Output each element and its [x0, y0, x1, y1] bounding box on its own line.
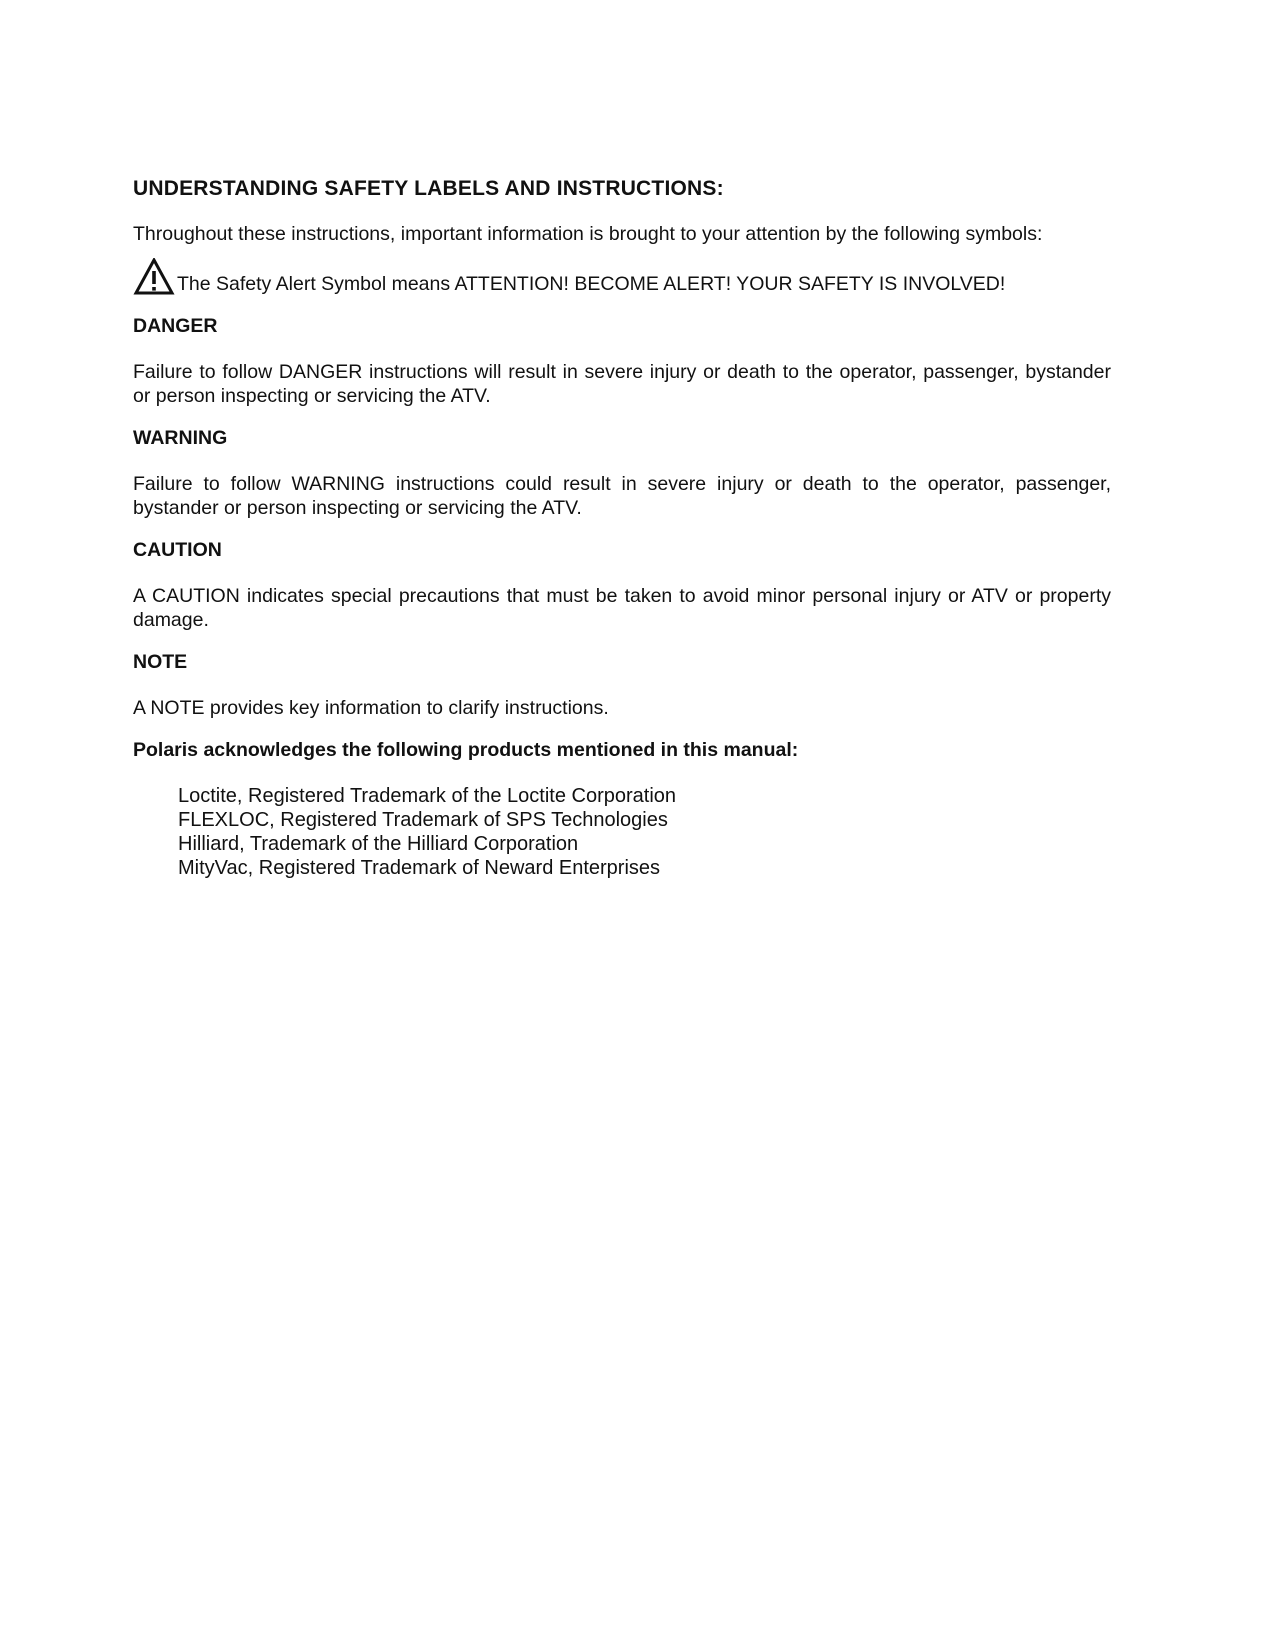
safety-alert-line — [133, 258, 1111, 296]
section-danger — [133, 314, 1111, 408]
section-heading: DANGER — [133, 315, 218, 337]
page-title: UNDERSTANDING SAFETY LABELS AND INSTRUCTIONS: — [133, 177, 724, 200]
section-heading: NOTE — [133, 651, 188, 673]
section-caution — [133, 538, 1111, 632]
section-note — [133, 650, 1111, 720]
trademark-list — [133, 784, 1111, 880]
list-item: Hilliard, Trademark of the Hilliard Corporation — [178, 833, 579, 855]
section-body: Failure to follow WARNING instructions could result in severe injury or death to the operator, passenger, bystander or person inspecting or servicing the ATV. — [133, 473, 1111, 519]
list-item: Loctite, Registered Trademark of the Loctite Corporation — [178, 785, 677, 807]
section-warning — [133, 426, 1111, 520]
acknowledgement-heading: Polaris acknowledges the following products mentioned in this manual: — [133, 739, 799, 761]
page-content — [133, 176, 1111, 880]
section-body: A NOTE provides key information to clarify instructions. — [133, 697, 609, 719]
section-body: A CAUTION indicates special precautions that must be taken to avoid minor personal injury or ATV or property damage. — [133, 585, 1111, 631]
section-heading: WARNING — [133, 427, 228, 449]
acknowledgement-block — [133, 738, 1111, 880]
safety-alert-text: The Safety Alert Symbol means ATTENTION! BECOME ALERT! YOUR SAFETY IS INVOLVED! — [177, 273, 1006, 295]
list-item: MityVac, Registered Trademark of Neward Enterprises — [178, 857, 661, 879]
intro-text: Throughout these instructions, important information is brought to your attention by the following symbols: — [133, 223, 1043, 245]
safety-alert-triangle-icon — [133, 258, 175, 296]
section-body: Failure to follow DANGER instructions will result in severe injury or death to the operator, passenger, bystander or person inspecting or servicing the ATV. — [133, 361, 1111, 407]
section-heading: CAUTION — [133, 539, 222, 561]
list-item: FLEXLOC, Registered Trademark of SPS Technologies — [178, 809, 668, 831]
